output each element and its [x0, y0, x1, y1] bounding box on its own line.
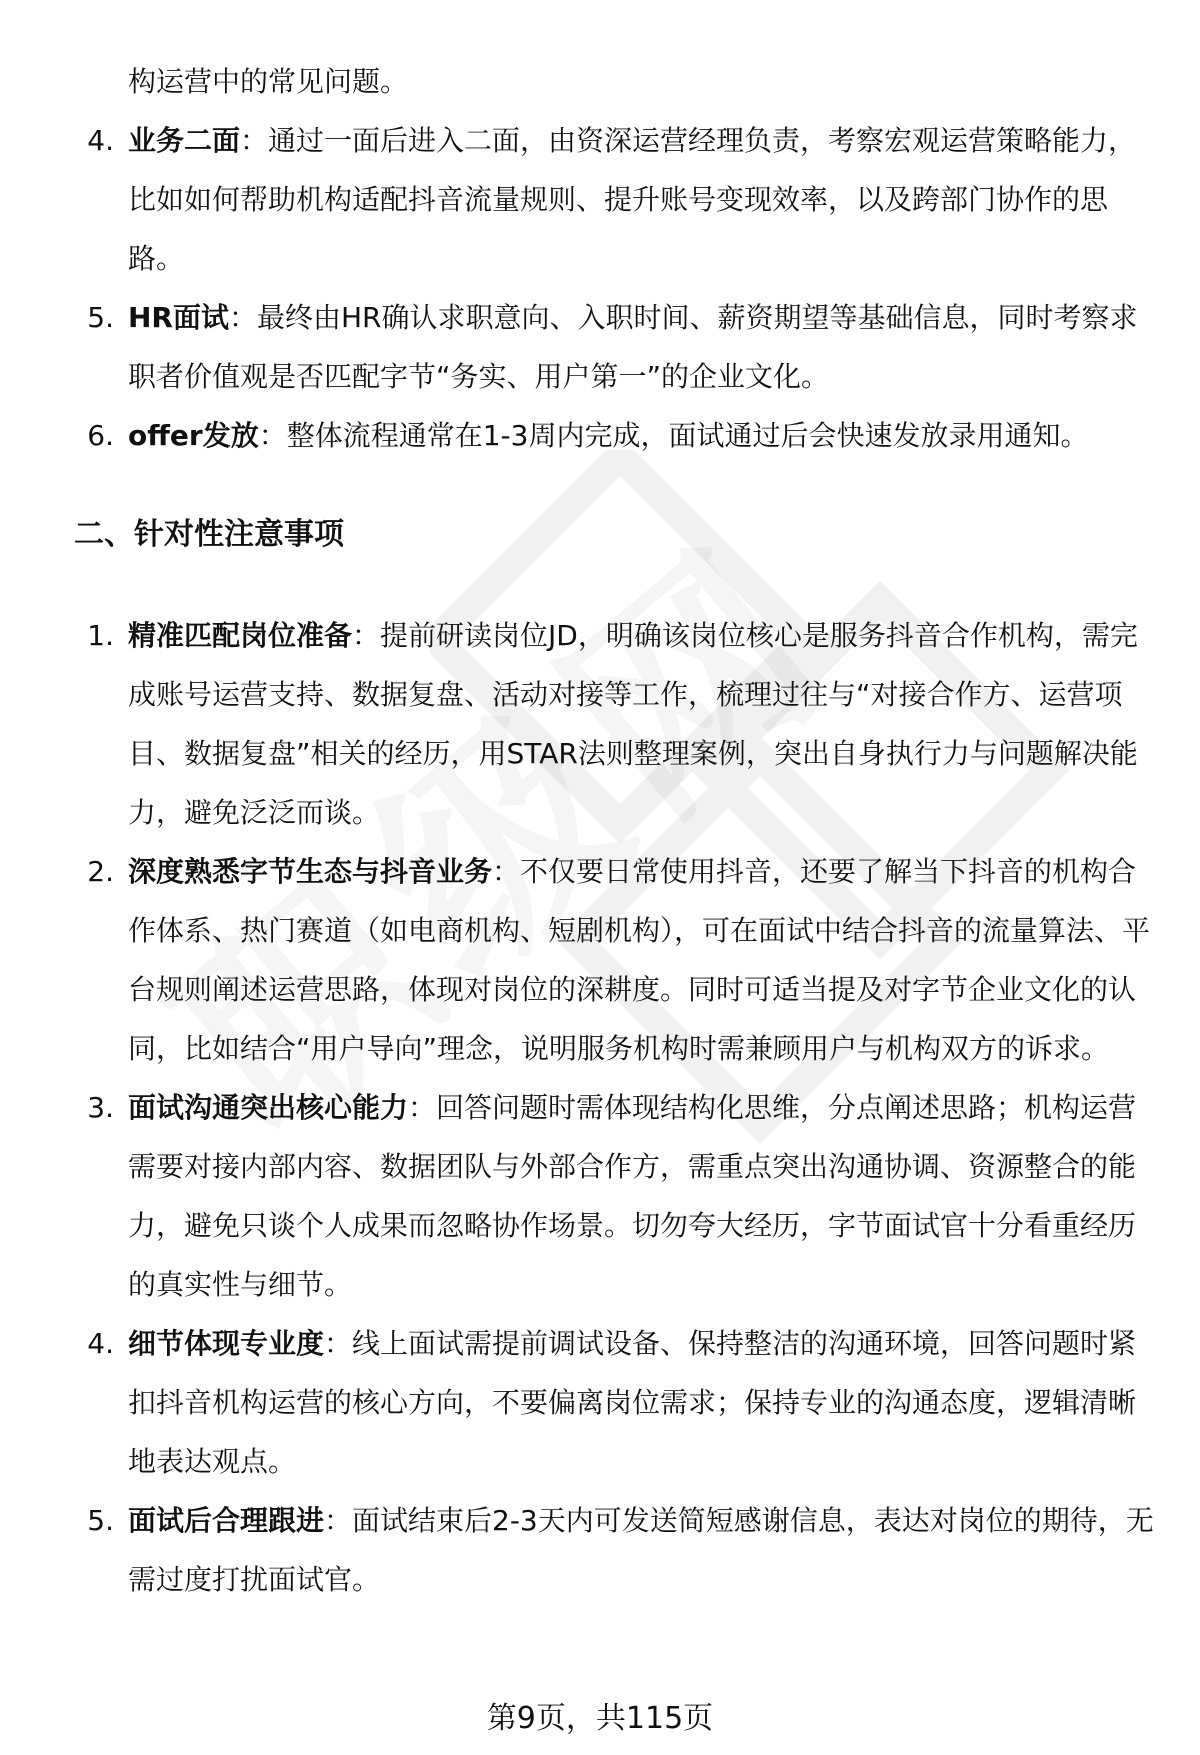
list-item [0, 288, 1200, 406]
list-item [0, 842, 1200, 1078]
tips-list [0, 606, 1200, 1609]
list-item-number: 5. [87, 1504, 114, 1537]
list-item-title: 细节体现专业度 [128, 1327, 325, 1360]
list-item [0, 1314, 1200, 1491]
list-item-text: ：通过一面后进入二面，由资深运营经理负责，考察宏观运营策略能力，比如如何帮助机构适配抖音流量规则、提升账号变现效率，以及跨部门协作的思路。 [128, 124, 1137, 275]
list-item-text: ：整体流程通常在1-3周内完成，面试通过后会快速发放录用通知。 [258, 419, 1089, 452]
process-list [0, 111, 1200, 465]
list-item-text: ：提前研读岗位JD，明确该岗位核心是服务抖音合作机构，需完成账号运营支持、数据复盘、活动对接等工作，梳理过往与“对接合作方、运营项目、数据复盘”相关的经历，用STAR法则整理案例，突出自身执行力与问题解决能力，避免泛泛而谈。 [128, 619, 1138, 829]
list-item-text: ：不仅要日常使用抖音，还要了解当下抖音的机构合作体系、热门赛道（如电商机构、短剧机构），可在面试中结合抖音的流量算法、平台规则阐述运营思路，体现对岗位的深耕度。同时可适当提及对字节企业文化的认同，比如结合“用户导向”理念，说明服务机构时需兼顾用户与机构双方的诉求。 [128, 855, 1151, 1065]
list-item-text: ：面试结束后2-3天内可发送简短感谢信息，表达对岗位的期待，无需过度打扰面试官。 [128, 1504, 1154, 1596]
list-item-title: offer发放 [128, 419, 259, 452]
list-item-title: 面试后合理跟进 [128, 1504, 325, 1537]
list-item-number: 5. [87, 301, 114, 334]
list-item-title: 面试沟通突出核心能力 [128, 1091, 409, 1124]
section-heading: 二、针对性注意事项 [74, 517, 344, 552]
list-item-title: HR面试 [128, 301, 229, 334]
list-item [0, 406, 1200, 465]
list-item-number: 4. [87, 124, 114, 157]
page-footer: 第9页，共115页 [486, 1701, 714, 1736]
list-item-text: ：最终由HR确认求职意向、入职时间、薪资期望等基础信息，同时考察求职者价值观是否匹配字节“务实、用户第一”的企业文化。 [128, 301, 1138, 393]
list-item-number: 6. [87, 419, 114, 452]
list-item-text: ：线上面试需提前调试设备、保持整洁的沟通环境，回答问题时紧扣抖音机构运营的核心方向，不要偏离岗位需求；保持专业的沟通态度，逻辑清晰地表达观点。 [128, 1327, 1137, 1478]
list-item-title: 精准匹配岗位准备 [128, 619, 353, 652]
list-item-title: 业务二面 [128, 124, 241, 157]
list-item [0, 111, 1200, 288]
continuation-text: 构运营中的常见问题。 [128, 65, 409, 98]
list-item [0, 606, 1200, 842]
list-item-number: 2. [87, 855, 114, 888]
list-item-number: 4. [87, 1327, 114, 1360]
list-item [0, 1078, 1200, 1314]
list-item [0, 1491, 1200, 1609]
list-item-text: ：回答问题时需体现结构化思维，分点阐述思路；机构运营需要对接内部内容、数据团队与外部合作方，需重点突出沟通协调、资源整合的能力，避免只谈个人成果而忽略协作场景。切勿夸大经历，字节面试官十分看重经历的真实性与细节。 [128, 1091, 1137, 1301]
list-item-number: 1. [87, 619, 114, 652]
list-item-number: 3. [87, 1091, 114, 1124]
list-item-title: 深度熟悉字节生态与抖音业务 [128, 855, 493, 888]
